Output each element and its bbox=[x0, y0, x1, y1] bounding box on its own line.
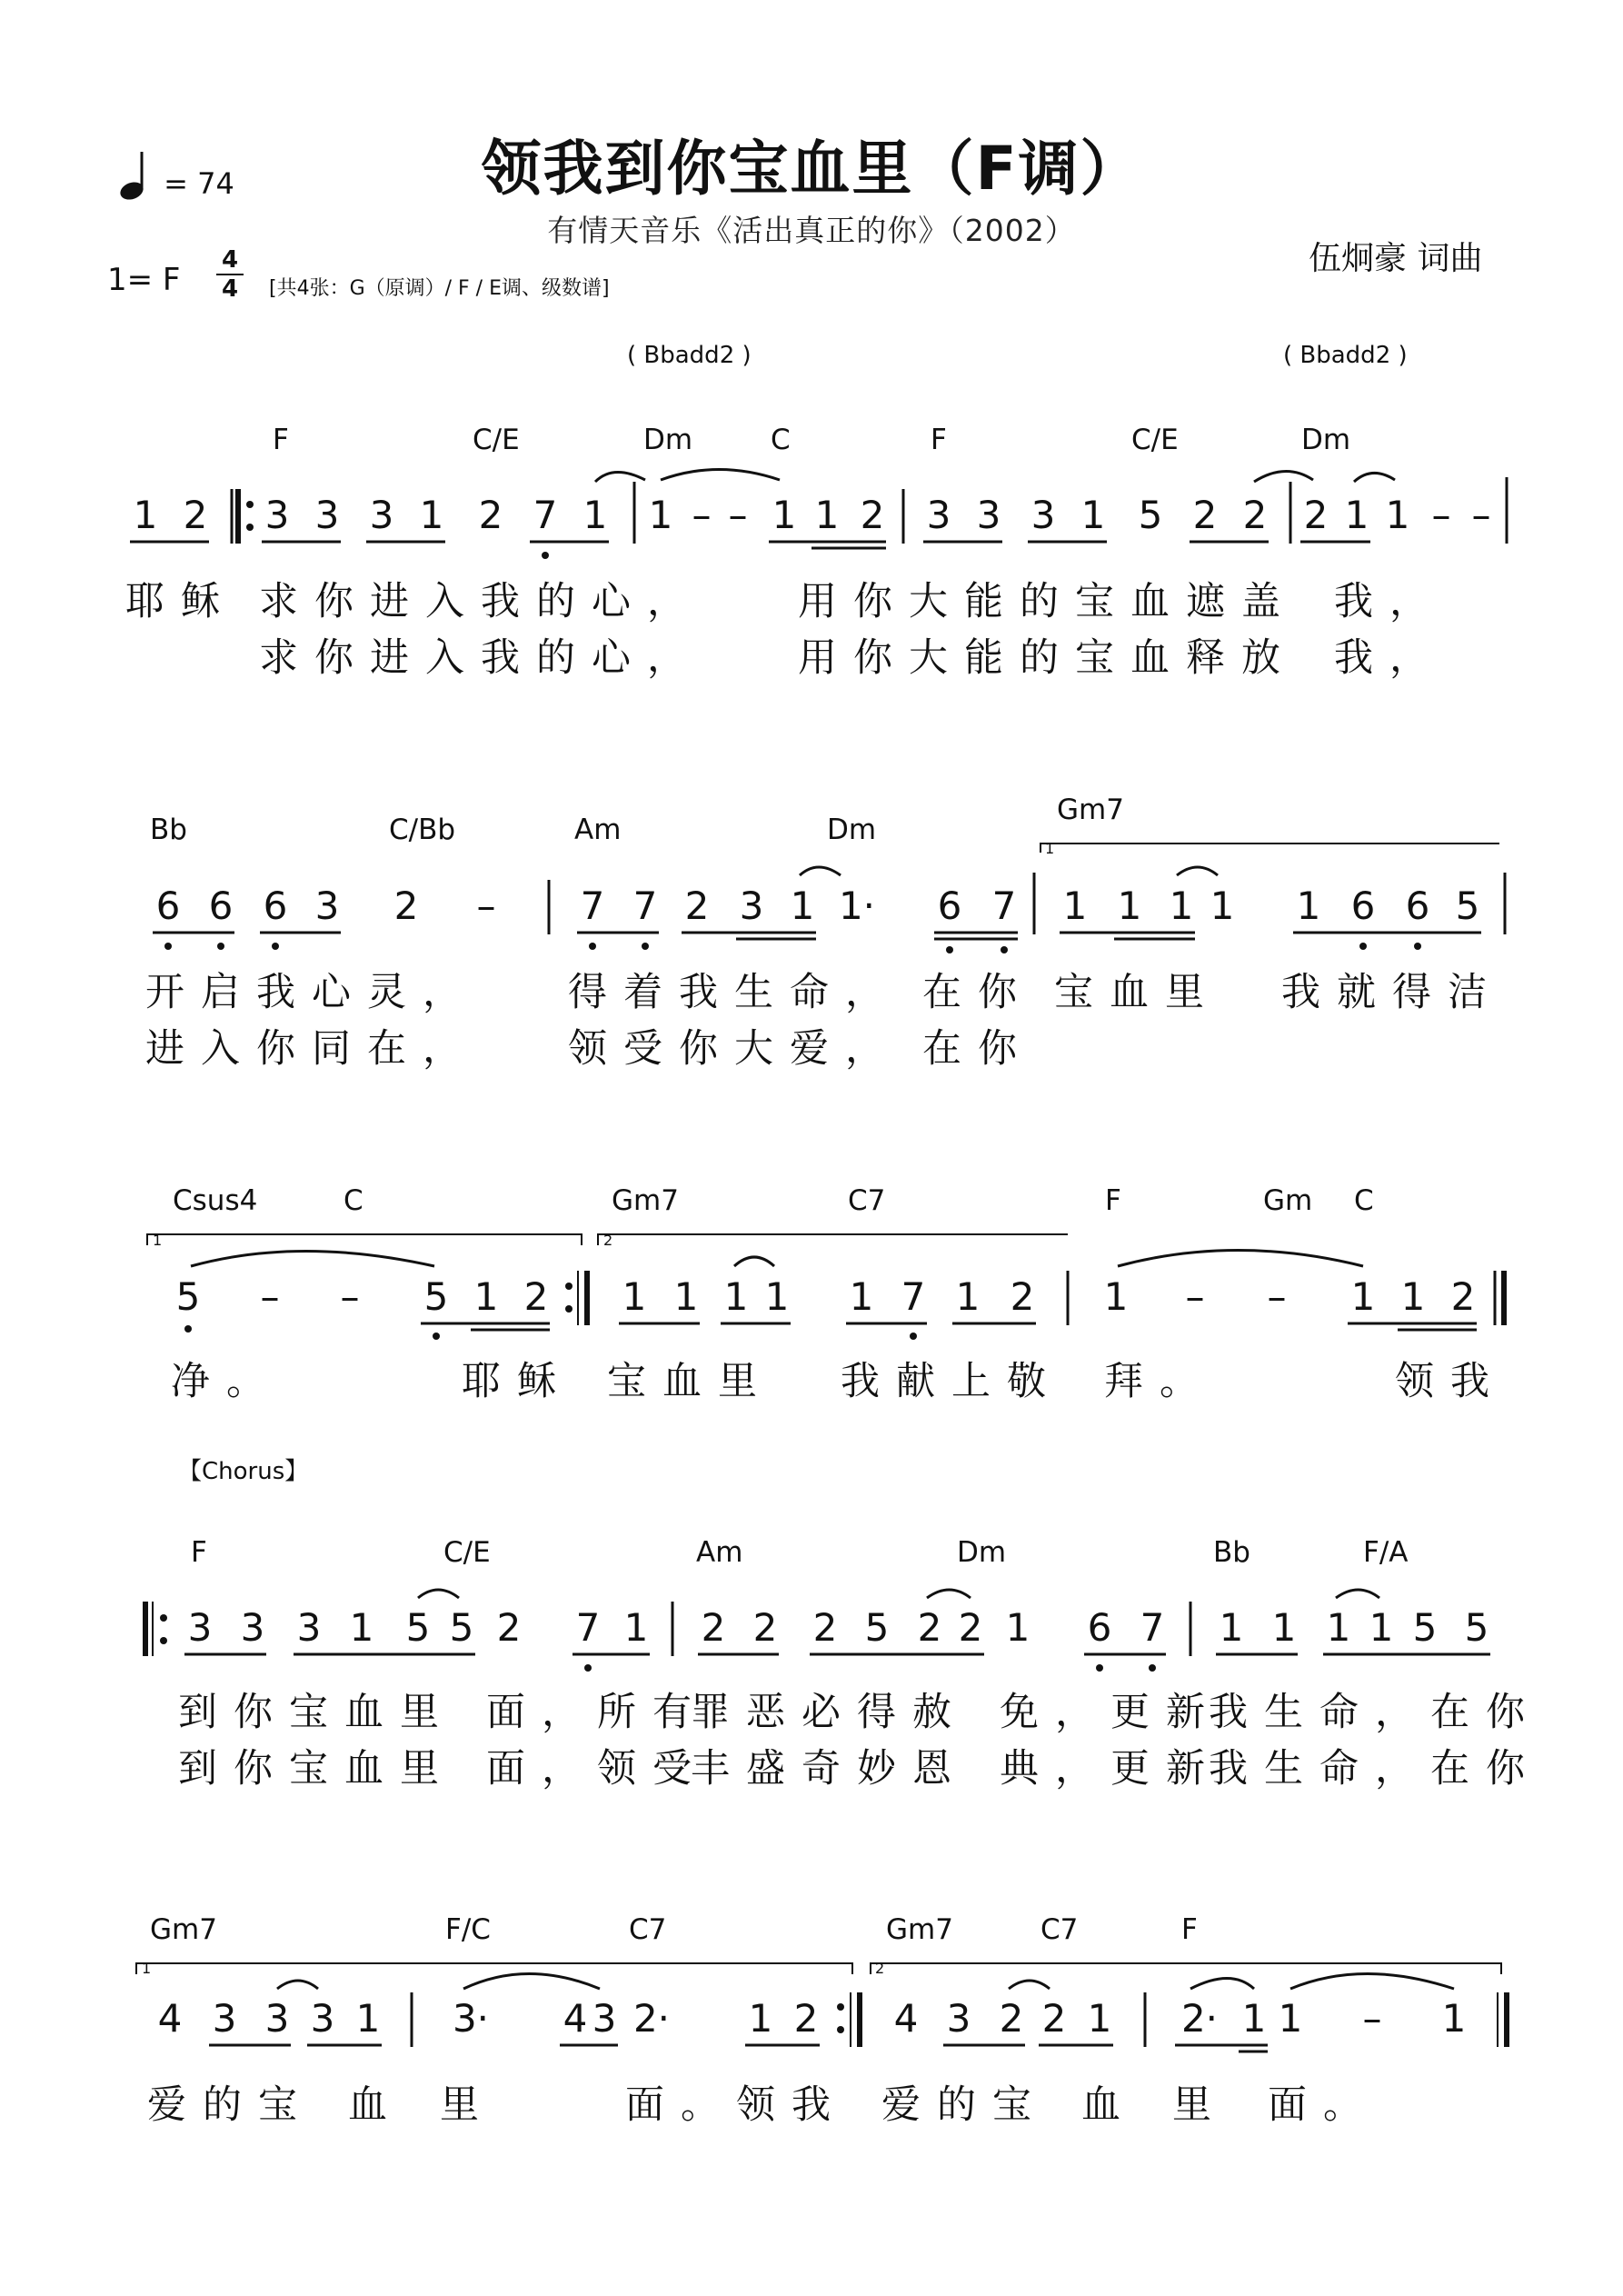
note: 1 bbox=[1210, 883, 1235, 928]
note: 3 bbox=[240, 1605, 265, 1650]
note: 3 bbox=[310, 1996, 335, 2041]
note: 2 bbox=[1450, 1274, 1476, 1319]
lyric-line: 领我 bbox=[1395, 1359, 1506, 1404]
octave-dot bbox=[910, 1333, 917, 1340]
note: 1 bbox=[1271, 1605, 1297, 1650]
note: 1· bbox=[838, 883, 876, 928]
note: 2 bbox=[793, 1996, 819, 2041]
note: 6 bbox=[937, 883, 962, 928]
chord-symbol: Dm bbox=[957, 1536, 1007, 1569]
volta-bracket bbox=[1041, 844, 1499, 853]
lyric-line: 拜。 bbox=[1104, 1359, 1215, 1404]
volta-bracket bbox=[147, 1234, 582, 1245]
key-signature: 1= F bbox=[107, 262, 181, 298]
chord-symbol: C/Bb bbox=[389, 814, 456, 846]
note: 5 bbox=[1455, 883, 1480, 928]
note: 1 bbox=[623, 1605, 649, 1650]
note: 7 bbox=[580, 883, 605, 928]
repeat-dot bbox=[565, 1283, 573, 1290]
chord-symbol: C/E bbox=[473, 424, 520, 456]
lyric-line: 用你大能的宝血释放 bbox=[798, 635, 1297, 681]
note: 6 bbox=[208, 883, 234, 928]
chord-alt: ( Bbadd2 ) bbox=[627, 342, 752, 369]
note: 1 bbox=[790, 883, 815, 928]
note: 3 bbox=[926, 493, 951, 537]
note: 1 bbox=[849, 1274, 874, 1319]
note: 7 bbox=[901, 1274, 926, 1319]
note: 2 bbox=[752, 1605, 778, 1650]
note: 2· bbox=[1180, 1996, 1219, 2041]
chord-symbol: Gm7 bbox=[886, 1913, 953, 1946]
note: 2 bbox=[1010, 1274, 1035, 1319]
note: 2 bbox=[860, 493, 885, 537]
lyric-line: 里 bbox=[1172, 2082, 1228, 2128]
author-credit: 伍炯豪 词曲 bbox=[1309, 240, 1483, 277]
note: 1 bbox=[723, 1274, 749, 1319]
note: – bbox=[1267, 1274, 1287, 1319]
note: 1 bbox=[1344, 493, 1369, 537]
lyric-line: 爱的宝 bbox=[881, 2082, 1048, 2128]
note: 1 bbox=[1326, 1605, 1351, 1650]
lyric-line: 丰盛奇妙恩 bbox=[691, 1746, 968, 1792]
tie-arc bbox=[277, 1981, 318, 1989]
repeat-dot bbox=[160, 1637, 167, 1644]
lyric-line: 我， bbox=[1334, 635, 1445, 681]
chord-symbol: F/A bbox=[1363, 1536, 1409, 1569]
lyric-line: 典，更新 bbox=[1000, 1746, 1221, 1792]
chord-symbol: F bbox=[931, 424, 947, 456]
lyric-line: 面。领我 bbox=[625, 2082, 847, 2128]
note: 6 bbox=[155, 883, 181, 928]
chord-symbol: F bbox=[1105, 1184, 1121, 1217]
lyric-line: 领受你大爱， bbox=[568, 1026, 901, 1072]
volta-number: 1 bbox=[1045, 840, 1055, 857]
note: 2 bbox=[1242, 493, 1268, 537]
note: – bbox=[1471, 493, 1491, 537]
volta-number: 1 bbox=[153, 1232, 163, 1249]
lyric-line: 求你进入我的心， bbox=[259, 635, 702, 681]
note: 1 bbox=[955, 1274, 981, 1319]
time-signature-top: 4 bbox=[221, 246, 239, 274]
lyric-line: 得着我生命， bbox=[568, 970, 901, 1015]
note: 1 bbox=[648, 493, 673, 537]
note: 3 bbox=[187, 1605, 213, 1650]
note: 3 bbox=[296, 1605, 322, 1650]
note: 1 bbox=[748, 1996, 773, 2041]
lyric-line: 宝血里 bbox=[607, 1359, 773, 1404]
lyric-line: 宝血里 bbox=[1054, 970, 1220, 1015]
tie-arc bbox=[1177, 867, 1218, 875]
octave-dot bbox=[1414, 943, 1421, 950]
note: 2 bbox=[183, 493, 208, 537]
note: – bbox=[728, 493, 748, 537]
chord-symbol: C/E bbox=[1131, 424, 1179, 456]
chord-symbol: Gm bbox=[1263, 1184, 1313, 1217]
note: 1 bbox=[1169, 883, 1194, 928]
lyric-line: 我生命，在你 bbox=[1209, 1746, 1541, 1792]
note: 4 bbox=[563, 1996, 588, 2041]
note: 5 bbox=[864, 1605, 890, 1650]
note: 3 bbox=[314, 493, 340, 537]
tie-arc bbox=[191, 1252, 434, 1267]
octave-dot bbox=[217, 943, 224, 950]
lyric-line: 在你 bbox=[922, 1026, 1033, 1072]
octave-dot bbox=[584, 1664, 592, 1672]
lyric-line: 耶稣 bbox=[462, 1359, 573, 1404]
note: 2 bbox=[684, 883, 710, 928]
octave-dot bbox=[272, 943, 279, 950]
volta-bracket bbox=[871, 1963, 1501, 1974]
lyric-line: 到你宝血里 bbox=[178, 1746, 455, 1792]
note: – bbox=[1185, 1274, 1205, 1319]
note: 5 bbox=[175, 1274, 201, 1319]
lyric-line: 里 bbox=[440, 2082, 495, 2128]
note: 5 bbox=[423, 1274, 449, 1319]
lyric-line: 免，更新 bbox=[1000, 1690, 1221, 1735]
note: 3 bbox=[369, 493, 394, 537]
note: 6 bbox=[1087, 1605, 1112, 1650]
repeat-dot bbox=[837, 2026, 844, 2033]
note: 1 bbox=[814, 493, 840, 537]
note: 7 bbox=[991, 883, 1017, 928]
tie-arc bbox=[1354, 473, 1395, 482]
chord-symbol: C bbox=[344, 1184, 363, 1217]
note: 1 bbox=[582, 493, 608, 537]
note: 5 bbox=[449, 1605, 474, 1650]
note: 5 bbox=[405, 1605, 431, 1650]
lyric-line: 血 bbox=[348, 2082, 403, 2128]
note: 7 bbox=[1140, 1605, 1165, 1650]
octave-dot bbox=[1149, 1664, 1156, 1672]
octave-dot bbox=[642, 943, 649, 950]
tie-arc bbox=[418, 1590, 459, 1598]
note: 1 bbox=[772, 493, 797, 537]
tie-arc bbox=[1290, 1974, 1454, 1990]
tie-arc bbox=[595, 472, 645, 482]
chord-symbol: C7 bbox=[848, 1184, 886, 1217]
note: 1 bbox=[1369, 1605, 1394, 1650]
volta-number: 2 bbox=[875, 1960, 885, 1977]
repeat-dot bbox=[246, 501, 254, 508]
chord-symbol: C7 bbox=[629, 1913, 667, 1946]
note: 1 bbox=[419, 493, 444, 537]
note: 1 bbox=[349, 1605, 374, 1650]
octave-dot bbox=[542, 552, 549, 559]
note: 3· bbox=[452, 1996, 490, 2041]
note: 2 bbox=[1303, 493, 1329, 537]
chord-symbol: Csus4 bbox=[173, 1184, 258, 1217]
note: 1 bbox=[1385, 493, 1410, 537]
lyric-line: 面，领受 bbox=[486, 1746, 708, 1792]
note: 2 bbox=[393, 883, 419, 928]
note: 2 bbox=[958, 1605, 983, 1650]
note: – bbox=[1431, 493, 1451, 537]
volta-number: 1 bbox=[142, 1960, 152, 1977]
note: 1 bbox=[1241, 1996, 1267, 2041]
note: – bbox=[340, 1274, 360, 1319]
note: 1 bbox=[473, 1274, 499, 1319]
volta-bracket bbox=[598, 1234, 1068, 1245]
chord-symbol: Dm bbox=[827, 814, 877, 846]
chord-symbol: Bb bbox=[150, 814, 187, 846]
note: 1 bbox=[1219, 1605, 1244, 1650]
chord-symbol: C7 bbox=[1041, 1913, 1079, 1946]
note: 1 bbox=[764, 1274, 790, 1319]
octave-dot bbox=[589, 943, 596, 950]
note: 2 bbox=[523, 1274, 549, 1319]
chord-symbol: F/C bbox=[445, 1913, 491, 1946]
note: 2 bbox=[496, 1605, 522, 1650]
lyric-line: 在你 bbox=[922, 970, 1033, 1015]
note: 1 bbox=[1062, 883, 1088, 928]
time-signature-bottom: 4 bbox=[221, 275, 239, 303]
lyric-line: 我献上敬 bbox=[841, 1359, 1062, 1404]
note: 1 bbox=[355, 1996, 381, 2041]
chord-alt: ( Bbadd2 ) bbox=[1283, 342, 1408, 369]
chord-symbol: Gm7 bbox=[150, 1913, 217, 1946]
chord-symbol: C/E bbox=[443, 1536, 491, 1569]
chord-symbol: F bbox=[1181, 1913, 1198, 1946]
repeat-dot bbox=[160, 1614, 167, 1622]
note: 5 bbox=[1412, 1605, 1438, 1650]
note: 1 bbox=[622, 1274, 647, 1319]
tie-arc bbox=[734, 1257, 774, 1266]
note: 3 bbox=[314, 883, 340, 928]
octave-dot bbox=[946, 946, 953, 953]
lyric-line: 面，所有 bbox=[486, 1690, 708, 1735]
lyric-line: 到你宝血里 bbox=[178, 1690, 455, 1735]
version-note: [共4张：G（原调）/ F / E调、级数谱] bbox=[269, 277, 610, 300]
note: 2 bbox=[701, 1605, 726, 1650]
note: 1 bbox=[1103, 1274, 1129, 1319]
note: 3 bbox=[1031, 493, 1056, 537]
chord-symbol: Gm7 bbox=[1057, 794, 1124, 826]
lyric-line: 求你进入我的心， bbox=[259, 579, 702, 624]
lyric-line: 开启我心灵， bbox=[145, 970, 478, 1015]
note: 6 bbox=[1350, 883, 1376, 928]
note: 4 bbox=[157, 1996, 183, 2041]
volta-bracket bbox=[136, 1963, 852, 1974]
note: 3 bbox=[264, 1996, 290, 2041]
octave-dot bbox=[184, 1325, 192, 1333]
note: 3 bbox=[212, 1996, 237, 2041]
lyric-line: 进入你同在， bbox=[145, 1026, 478, 1072]
chord-symbol: Dm bbox=[643, 424, 693, 456]
section-label-chorus: 【Chorus】 bbox=[178, 1458, 309, 1485]
lyric-line: 净。 bbox=[171, 1359, 282, 1404]
chord-symbol: C bbox=[1354, 1184, 1374, 1217]
album-subtitle: 有情天音乐《活出真正的你》（2002） bbox=[547, 213, 1076, 248]
note: 1 bbox=[1087, 1996, 1112, 2041]
chord-symbol: F bbox=[191, 1536, 207, 1569]
note: 3 bbox=[592, 1996, 617, 2041]
octave-dot bbox=[164, 943, 172, 950]
note: 1 bbox=[1005, 1605, 1031, 1650]
note: 1 bbox=[1296, 883, 1321, 928]
tie-arc bbox=[1118, 1251, 1363, 1267]
lyric-line: 血 bbox=[1081, 2082, 1137, 2128]
octave-dot bbox=[433, 1333, 440, 1340]
chord-symbol: Gm7 bbox=[612, 1184, 679, 1217]
lyric-line: 我， bbox=[1334, 579, 1445, 624]
note: 6 bbox=[263, 883, 288, 928]
volta-number: 2 bbox=[603, 1232, 613, 1249]
tie-arc bbox=[800, 867, 841, 875]
note: 3 bbox=[739, 883, 764, 928]
note: 4 bbox=[893, 1996, 919, 2041]
octave-dot bbox=[1001, 946, 1008, 953]
note: 6 bbox=[1405, 883, 1430, 928]
note: – bbox=[476, 883, 496, 928]
note: 2 bbox=[1041, 1996, 1067, 2041]
chord-symbol: F bbox=[273, 424, 289, 456]
note: 1 bbox=[1080, 493, 1106, 537]
note: 2 bbox=[999, 1996, 1024, 2041]
tie-arc bbox=[1254, 471, 1313, 482]
note: 7 bbox=[632, 883, 658, 928]
lyric-line: 爱的宝 bbox=[147, 2082, 314, 2128]
chord-symbol: C bbox=[771, 424, 791, 456]
note: 1 bbox=[1278, 1996, 1303, 2041]
lyric-line: 用你大能的宝血遮盖 bbox=[798, 579, 1297, 624]
chord-symbol: Bb bbox=[1213, 1536, 1250, 1569]
lyric-line: 我就得洁 bbox=[1281, 970, 1503, 1015]
lyric-line: 面。 bbox=[1268, 2082, 1379, 2128]
lyric-line: 耶稣 bbox=[125, 579, 236, 624]
note: 2 bbox=[1192, 493, 1218, 537]
lyric-line: 我生命，在你 bbox=[1209, 1690, 1541, 1735]
note: 1 bbox=[133, 493, 158, 537]
note: 5 bbox=[1138, 493, 1163, 537]
chord-symbol: Am bbox=[696, 1536, 743, 1569]
note: – bbox=[692, 493, 712, 537]
repeat-dot bbox=[565, 1305, 573, 1313]
note: 3 bbox=[976, 493, 1001, 537]
note: 5 bbox=[1464, 1605, 1489, 1650]
page-title: 领我到你宝血里（F调） bbox=[481, 134, 1142, 204]
lyric-line: 罪恶必得赦 bbox=[691, 1690, 968, 1735]
note: 2 bbox=[812, 1605, 838, 1650]
octave-dot bbox=[1096, 1664, 1103, 1672]
tie-arc bbox=[661, 470, 780, 481]
chord-symbol: Dm bbox=[1301, 424, 1351, 456]
note: 1 bbox=[1400, 1274, 1426, 1319]
note: – bbox=[260, 1274, 280, 1319]
tempo-value: = 74 bbox=[164, 166, 234, 201]
chord-symbol: Am bbox=[574, 814, 622, 846]
tie-arc bbox=[927, 1590, 971, 1598]
repeat-dot bbox=[837, 2003, 844, 2011]
tie-arc bbox=[1190, 1979, 1254, 1990]
note: 3 bbox=[264, 493, 290, 537]
tie-arc bbox=[1336, 1590, 1379, 1598]
note: 2 bbox=[917, 1605, 942, 1650]
note: 2· bbox=[632, 1996, 671, 2041]
note: 1 bbox=[673, 1274, 699, 1319]
tie-arc bbox=[463, 1974, 600, 1990]
note: 2 bbox=[478, 493, 503, 537]
repeat-dot bbox=[246, 524, 254, 531]
note: 1 bbox=[1350, 1274, 1376, 1319]
note: 1 bbox=[1117, 883, 1142, 928]
note: 7 bbox=[575, 1605, 601, 1650]
note: 7 bbox=[533, 493, 558, 537]
octave-dot bbox=[1359, 943, 1367, 950]
tie-arc bbox=[1009, 1981, 1050, 1989]
note: 3 bbox=[946, 1996, 971, 2041]
note: – bbox=[1362, 1996, 1382, 2041]
note: 1 bbox=[1441, 1996, 1467, 2041]
